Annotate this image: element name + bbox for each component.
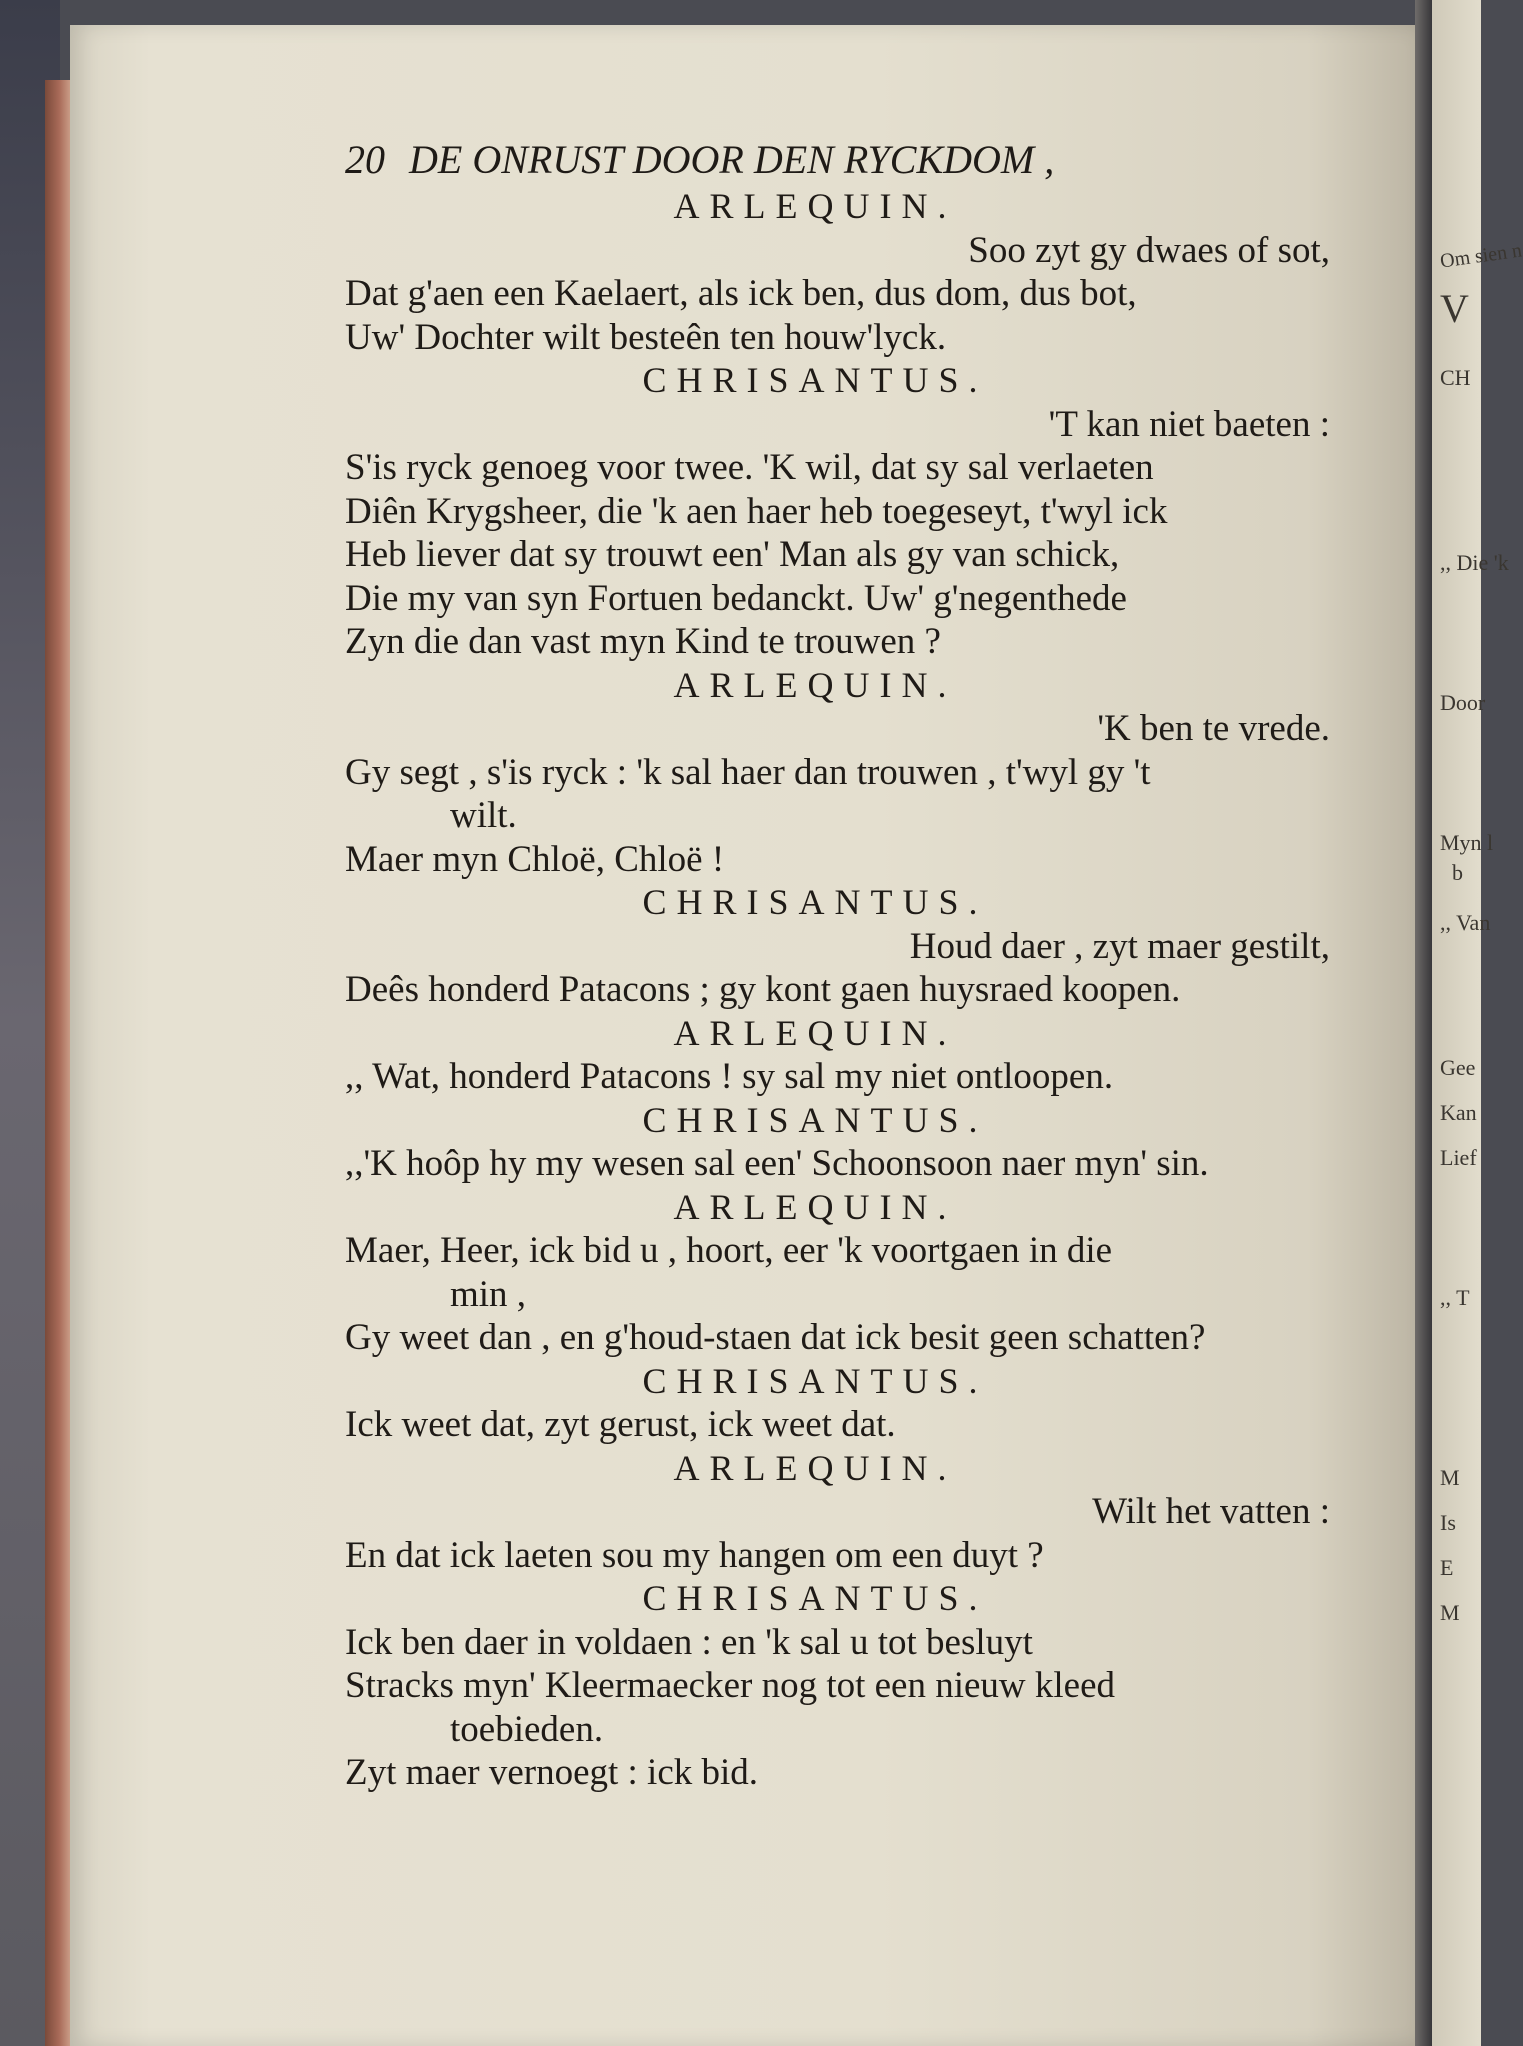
verse-line: 'K ben te vrede.	[1097, 708, 1330, 749]
next-page-fragment: ,, Die 'k	[1440, 550, 1509, 575]
next-page-fragment: ,, T	[1440, 1285, 1470, 1310]
verse-line: Maer myn Chloë, Chloë !	[345, 838, 725, 880]
next-page-fragment: M	[1440, 1600, 1460, 1625]
verse-line: Wilt het vatten :	[1092, 1491, 1330, 1532]
verse-line: Zyt maer vernoegt : ick bid.	[345, 1752, 759, 1793]
next-page-fragment: Lief	[1440, 1145, 1477, 1170]
verse-line: Die my van syn Fortuen bedanckt. Uw' g'negenthede	[345, 577, 1127, 619]
next-page-fragment: E	[1440, 1555, 1454, 1580]
next-page-fragment: V	[1440, 286, 1469, 331]
verse-line: min ,	[450, 1273, 527, 1315]
next-page-fragment: Is	[1440, 1510, 1456, 1535]
speaker-name: ARLEQUIN.	[673, 186, 957, 226]
verse-line: Zyn die dan vast myn Kind te trouwen ?	[345, 621, 941, 662]
next-page-fragment: CH	[1440, 365, 1471, 390]
verse-line: ,,'K hoôp hy my wesen sal een' Schoonsoon naer myn' sin.	[345, 1143, 1209, 1184]
verse-line: 'T kan niet baeten :	[1048, 403, 1330, 445]
speaker-name: CHRISANTUS.	[642, 1578, 988, 1618]
verse-line: En dat ick laeten sou my hangen om een duyt ?	[345, 1534, 1044, 1576]
verse-line: Soo zyt gy dwaes of sot,	[968, 229, 1330, 271]
verse-line: Ick ben daer in voldaen : en 'k sal u tot besluyt	[345, 1621, 1033, 1663]
running-header	[345, 135, 1345, 185]
speaker-name: ARLEQUIN.	[673, 664, 957, 705]
page-text	[345, 135, 1345, 1795]
next-page-fragment: ,, Van	[1440, 910, 1491, 935]
speaker-name: ARLEQUIN.	[673, 1012, 957, 1053]
page-number: 20	[345, 137, 385, 182]
verse-line: ,, Wat, honderd Patacons ! sy sal my niet ontloopen.	[345, 1056, 1114, 1097]
speaker-name: CHRISANTUS.	[642, 360, 988, 400]
verse-line: Diên Krygsheer, die 'k aen haer heb toegeseyt, t'wyl ick	[345, 490, 1168, 532]
verse-line: Maer, Heer, ick bid u , hoort, eer 'k voortgaen in die	[345, 1230, 1113, 1271]
next-page-fragment: Myn l	[1440, 830, 1494, 855]
verse-line: Deês honderd Patacons ; gy kont gaen huysraed koopen.	[345, 969, 1181, 1010]
speaker-name: CHRISANTUS.	[642, 1360, 988, 1401]
next-page-fragment: Kan	[1440, 1100, 1477, 1125]
next-page-fragment: M	[1440, 1465, 1460, 1490]
speaker-name: ARLEQUIN.	[673, 1447, 957, 1488]
next-page-fragment: Om sien n	[1438, 239, 1523, 273]
verse-line: Uw' Dochter wilt besteên ten houw'lyck.	[345, 316, 947, 358]
verse-line: Stracks myn' Kleermaecker nog tot een nieuw kleed	[345, 1665, 1116, 1706]
speaker-name: CHRISANTUS.	[642, 1099, 988, 1140]
verse-line: toebieden.	[450, 1708, 604, 1750]
running-title: DE ONRUST DOOR DEN RYCKDOM ,	[409, 137, 1055, 182]
verse-line: Houd daer , zyt maer gestilt,	[909, 925, 1330, 967]
next-page-fragment: b	[1452, 860, 1463, 885]
verse-line: S'is ryck genoeg voor twee. 'K wil, dat sy sal verlaeten	[345, 447, 1154, 488]
verse-line: wilt.	[450, 795, 517, 836]
verse-line: Gy segt , s'is ryck : 'k sal haer dan trouwen , t'wyl gy 't	[345, 751, 1151, 793]
verse-line: Ick weet dat, zyt gerust, ick weet dat.	[345, 1404, 896, 1445]
speaker-name: ARLEQUIN.	[673, 1186, 957, 1227]
verse-line: Heb liever dat sy trouwt een' Man als gy van schick,	[345, 534, 1120, 575]
verse-lines	[345, 185, 1345, 1795]
verse-line: Gy weet dan , en g'houd-staen dat ick besit geen schatten?	[345, 1317, 1206, 1358]
next-page-edge	[1432, 0, 1523, 2046]
verse-line: Dat g'aen een Kaelaert, als ick ben, dus dom, dus bot,	[345, 273, 1137, 314]
next-page-fragment: Door	[1440, 690, 1486, 715]
speaker-name: CHRISANTUS.	[642, 882, 988, 922]
next-page-fragment: Gee	[1440, 1055, 1476, 1080]
